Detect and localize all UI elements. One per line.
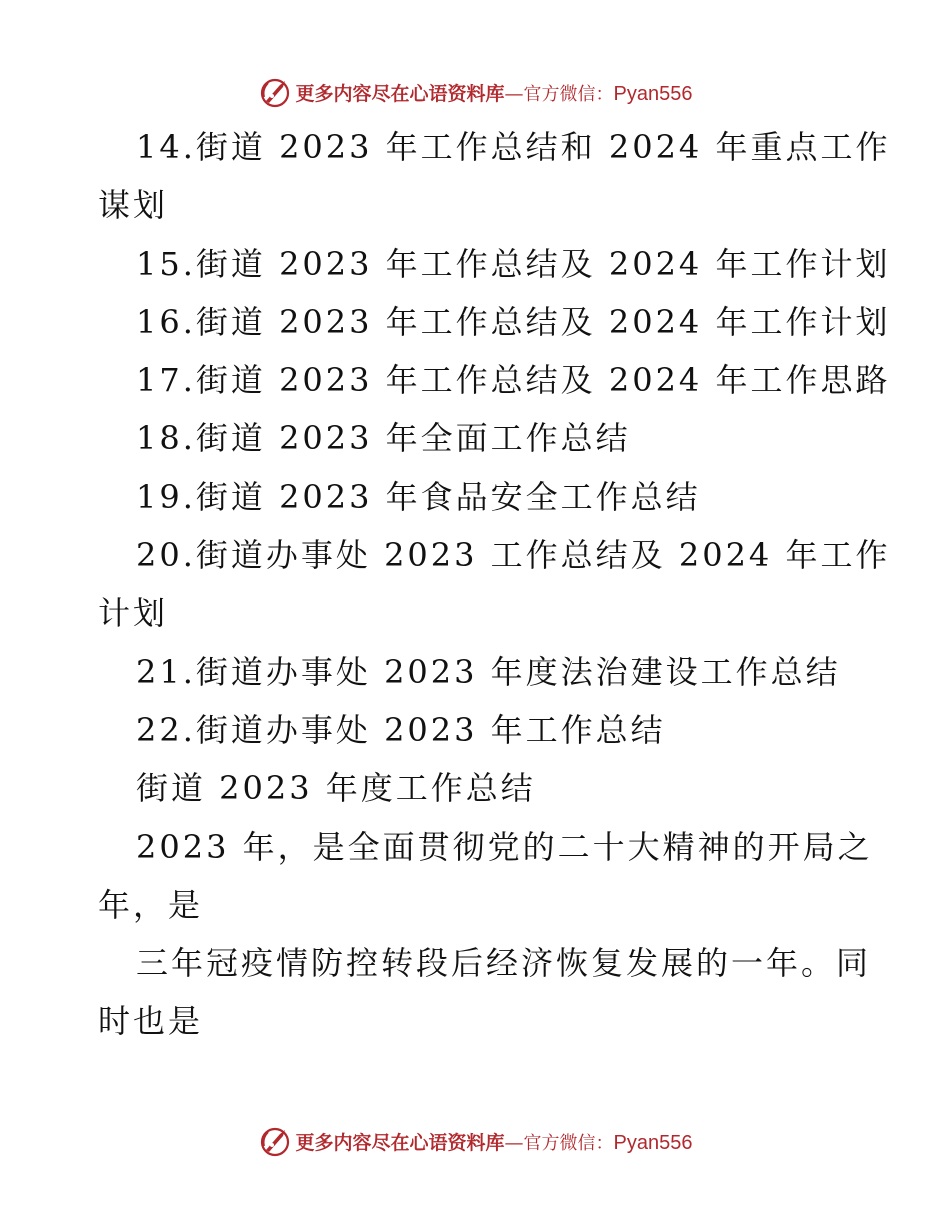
banner-separator: — [504,1131,524,1154]
text-line: 三年冠疫情防控转段后经济恢复发展的一年。同 [136,944,872,983]
banner-wechat-id: Pyan556 [613,1131,693,1154]
banner-wechat-id: Pyan556 [613,82,693,105]
text-line: 20.街道办事处 2023 工作总结及 2024 年工作 [136,536,891,575]
text-line: 2023 年，是全面贯彻党的二十大精神的开局之 [136,827,873,866]
banner-text [296,1128,693,1155]
banner-main-text: 更多内容尽在心语资料库 [295,1131,505,1154]
pen-logo-icon [258,1124,292,1158]
header-banner [0,72,950,112]
document-body [98,118,891,1051]
text-line: 街道 2023 年度工作总结 [136,769,536,808]
banner-wechat-label: 官方微信： [523,83,614,105]
text-line: 谋划 [98,186,169,225]
text-line: 时也是 [98,1002,204,1041]
banner-text [296,79,693,106]
text-line: 21.街道办事处 2023 年度法治建设工作总结 [136,652,841,691]
pen-logo-icon [258,75,292,109]
text-line: 16.街道 2023 年工作总结及 2024 年工作计划 [136,302,891,341]
text-line: 计划 [98,594,169,633]
text-line: 22.街道办事处 2023 年工作总结 [136,710,666,749]
text-line: 18.街道 2023 年全面工作总结 [136,419,631,458]
text-line: 17.街道 2023 年工作总结及 2024 年工作思路 [136,361,891,400]
banner-wechat-label: 官方微信： [523,1132,614,1154]
banner-separator: — [504,82,524,105]
text-line: 14.街道 2023 年工作总结和 2024 年重点工作 [136,128,891,166]
text-line: 19.街道 2023 年食品安全工作总结 [136,477,701,516]
banner-main-text: 更多内容尽在心语资料库 [295,82,505,105]
footer-banner [0,1121,950,1161]
text-line: 年，是 [98,885,204,924]
text-line: 15.街道 2023 年工作总结及 2024 年工作计划 [136,244,891,283]
